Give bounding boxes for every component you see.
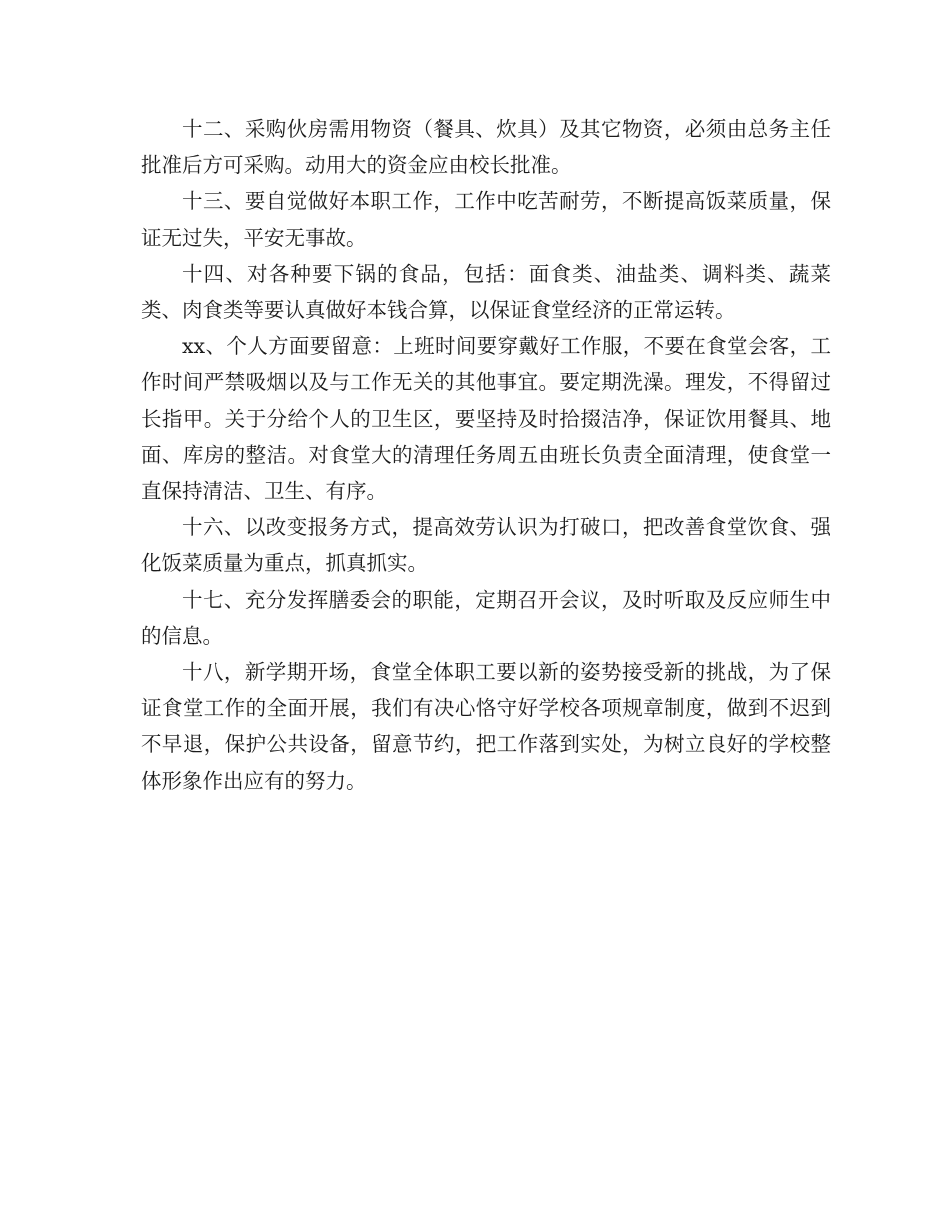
paragraph-17: 十七、充分发挥膳委会的职能，定期召开会议，及时听取及反应师生中的信息。	[141, 587, 831, 648]
paragraph-14: 十四、对各种要下锅的食品，包括：面食类、油盐类、调料类、蔬菜类、肉食类等要认真做好本钱合算，以保证食堂经济的正常运转。	[141, 261, 831, 323]
paragraph-12: 十二、采购伙房需用物资（餐具、炊具）及其它物资，必须由总务主任批准后方可采购。动用大的资金应由校长批准。	[141, 117, 831, 178]
paragraph-13: 十三、要自觉做好本职工作，工作中吃苦耐劳，不断提高饭菜质量，保证无过失，平安无事故。	[141, 189, 831, 250]
paragraph-16: 十六、以改变报务方式，提高效劳认识为打破口，把改善食堂饮食、强化饭菜质量为重点，抓真抓实。	[141, 515, 831, 576]
paragraph-15: xx、个人方面要留意：上班时间要穿戴好工作服，不要在食堂会客，工作时间严禁吸烟以及与工作无关的其他事宜。要定期洗澡。理发，不得留过长指甲。关于分给个人的卫生区，要坚持及时拾掇洁净，保证饮用餐具、地面、库房的整洁。对食堂大的清理任务周五由班长负责全面清理，使食堂一直保持清洁、卫生、有序。	[141, 334, 831, 504]
paragraph-18: 十八，新学期开场，食堂全体职工要以新的姿势接受新的挑战，为了保证食堂工作的全面开展，我们有决心恪守好学校各项规章制度，做到不迟到不早退，保护公共设备，留意节约，把工作落到实处，为树立良好的学校整体形象作出应有的努力。	[141, 660, 831, 793]
document-body	[141, 111, 831, 799]
